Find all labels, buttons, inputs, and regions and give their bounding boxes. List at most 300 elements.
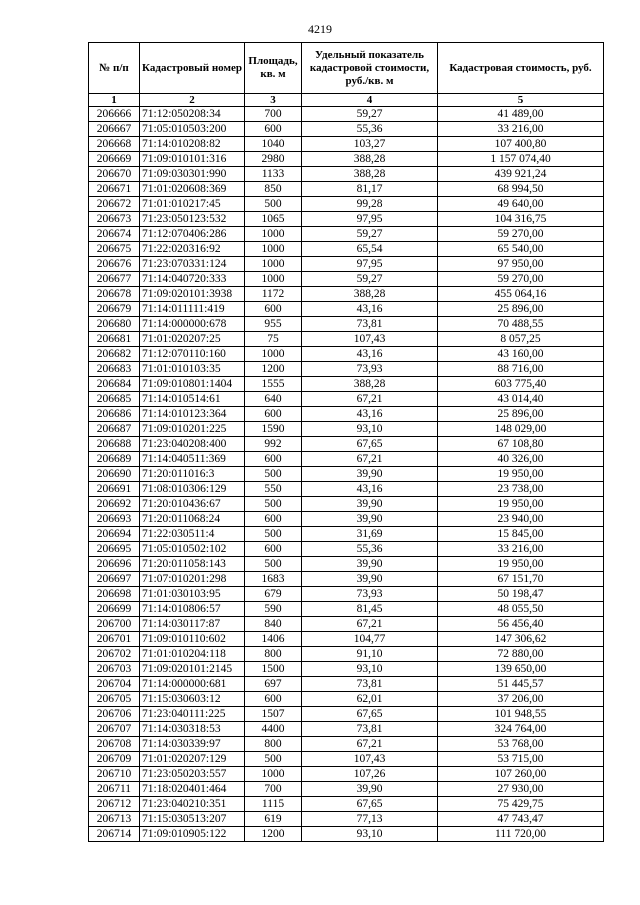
cadastral-number-cell: 71:14:011111:419 [140, 302, 245, 317]
cadastral-cost-cell: 603 775,40 [438, 377, 604, 392]
area-cell: 1115 [245, 797, 302, 812]
row-number-cell: 206696 [89, 557, 140, 572]
column-index: 2 [140, 94, 245, 107]
specific-value-cell: 31,69 [302, 527, 438, 542]
cadastral-cost-cell: 53 768,00 [438, 737, 604, 752]
specific-value-cell: 93,10 [302, 662, 438, 677]
cadastral-cost-cell: 59 270,00 [438, 272, 604, 287]
table-row [89, 317, 604, 332]
table-row [89, 452, 604, 467]
area-cell: 992 [245, 437, 302, 452]
cadastral-number-cell: 71:23:040111:225 [140, 707, 245, 722]
cadastral-cost-cell: 41 489,00 [438, 107, 604, 122]
row-number-cell: 206680 [89, 317, 140, 332]
specific-value-cell: 67,65 [302, 707, 438, 722]
header-cadastral-number: Кадастровый номер [140, 43, 245, 94]
area-cell: 600 [245, 542, 302, 557]
cadastral-cost-cell: 19 950,00 [438, 467, 604, 482]
specific-value-cell: 99,28 [302, 197, 438, 212]
specific-value-cell: 107,43 [302, 752, 438, 767]
cadastral-number-cell: 71:22:020316:92 [140, 242, 245, 257]
cadastral-number-cell: 71:01:010217:45 [140, 197, 245, 212]
cadastral-cost-cell: 27 930,00 [438, 782, 604, 797]
cadastral-number-cell: 71:01:030103:95 [140, 587, 245, 602]
table-row [89, 527, 604, 542]
table-row [89, 272, 604, 287]
table-row [89, 797, 604, 812]
column-index: 4 [302, 94, 438, 107]
area-cell: 500 [245, 497, 302, 512]
area-cell: 1000 [245, 257, 302, 272]
area-cell: 1500 [245, 662, 302, 677]
table-row [89, 287, 604, 302]
table-row [89, 152, 604, 167]
specific-value-cell: 73,81 [302, 722, 438, 737]
specific-value-cell: 59,27 [302, 107, 438, 122]
table-row [89, 377, 604, 392]
specific-value-cell: 67,21 [302, 617, 438, 632]
cadastral-cost-cell: 25 896,00 [438, 302, 604, 317]
cadastral-cost-cell: 111 720,00 [438, 827, 604, 842]
row-number-cell: 206700 [89, 617, 140, 632]
cadastral-cost-cell: 47 743,47 [438, 812, 604, 827]
specific-value-cell: 73,93 [302, 587, 438, 602]
cadastral-number-cell: 71:01:010103:35 [140, 362, 245, 377]
specific-value-cell: 67,21 [302, 452, 438, 467]
cadastral-cost-cell: 104 316,75 [438, 212, 604, 227]
row-number-cell: 206692 [89, 497, 140, 512]
area-cell: 800 [245, 737, 302, 752]
cadastral-cost-cell: 67 151,70 [438, 572, 604, 587]
cadastral-number-cell: 71:09:030301:990 [140, 167, 245, 182]
table-row [89, 257, 604, 272]
table-row [89, 677, 604, 692]
table-row [89, 767, 604, 782]
cadastral-cost-cell: 148 029,00 [438, 422, 604, 437]
area-cell: 600 [245, 452, 302, 467]
row-number-cell: 206691 [89, 482, 140, 497]
row-number-cell: 206694 [89, 527, 140, 542]
cadastral-number-cell: 71:14:010208:82 [140, 137, 245, 152]
cadastral-cost-cell: 23 738,00 [438, 482, 604, 497]
cadastral-number-cell: 71:01:020207:129 [140, 752, 245, 767]
cadastral-value-table [88, 42, 604, 842]
area-cell: 590 [245, 602, 302, 617]
cadastral-number-cell: 71:12:070110:160 [140, 347, 245, 362]
cadastral-number-cell: 71:14:010123:364 [140, 407, 245, 422]
area-cell: 679 [245, 587, 302, 602]
table-row [89, 137, 604, 152]
specific-value-cell: 107,26 [302, 767, 438, 782]
specific-value-cell: 388,28 [302, 152, 438, 167]
cadastral-cost-cell: 25 896,00 [438, 407, 604, 422]
specific-value-cell: 104,77 [302, 632, 438, 647]
cadastral-cost-cell: 43 014,40 [438, 392, 604, 407]
area-cell: 1590 [245, 422, 302, 437]
specific-value-cell: 77,13 [302, 812, 438, 827]
area-cell: 1172 [245, 287, 302, 302]
table-row [89, 347, 604, 362]
table-row [89, 812, 604, 827]
cadastral-number-cell: 71:14:040511:369 [140, 452, 245, 467]
cadastral-cost-cell: 101 948,55 [438, 707, 604, 722]
row-number-cell: 206695 [89, 542, 140, 557]
cadastral-cost-cell: 147 306,62 [438, 632, 604, 647]
table-row [89, 422, 604, 437]
row-number-cell: 206684 [89, 377, 140, 392]
row-number-cell: 206704 [89, 677, 140, 692]
row-number-cell: 206669 [89, 152, 140, 167]
cadastral-number-cell: 71:07:010201:298 [140, 572, 245, 587]
row-number-cell: 206685 [89, 392, 140, 407]
cadastral-cost-cell: 107 400,80 [438, 137, 604, 152]
row-number-cell: 206668 [89, 137, 140, 152]
cadastral-number-cell: 71:09:010110:602 [140, 632, 245, 647]
area-cell: 600 [245, 692, 302, 707]
cadastral-number-cell: 71:09:010201:225 [140, 422, 245, 437]
table-row [89, 722, 604, 737]
row-number-cell: 206707 [89, 722, 140, 737]
row-number-cell: 206703 [89, 662, 140, 677]
area-cell: 4400 [245, 722, 302, 737]
table-row [89, 572, 604, 587]
cadastral-number-cell: 71:14:000000:681 [140, 677, 245, 692]
column-index: 1 [89, 94, 140, 107]
cadastral-number-cell: 71:05:010502:102 [140, 542, 245, 557]
row-number-cell: 206709 [89, 752, 140, 767]
area-cell: 697 [245, 677, 302, 692]
specific-value-cell: 93,10 [302, 422, 438, 437]
cadastral-number-cell: 71:22:030511:4 [140, 527, 245, 542]
cadastral-number-cell: 71:09:020101:3938 [140, 287, 245, 302]
table-row [89, 467, 604, 482]
area-cell: 500 [245, 527, 302, 542]
table-row [89, 497, 604, 512]
cadastral-cost-cell: 59 270,00 [438, 227, 604, 242]
table-row [89, 632, 604, 647]
cadastral-number-cell: 71:01:020608:369 [140, 182, 245, 197]
cadastral-number-cell: 71:14:010514:61 [140, 392, 245, 407]
specific-value-cell: 73,93 [302, 362, 438, 377]
cadastral-cost-cell: 324 764,00 [438, 722, 604, 737]
cadastral-number-cell: 71:15:030603:12 [140, 692, 245, 707]
cadastral-number-cell: 71:20:011068:24 [140, 512, 245, 527]
header-area: Площадь, кв. м [245, 43, 302, 94]
row-number-cell: 206689 [89, 452, 140, 467]
row-number-cell: 206678 [89, 287, 140, 302]
specific-value-cell: 91,10 [302, 647, 438, 662]
area-cell: 1000 [245, 227, 302, 242]
cadastral-number-cell: 71:18:020401:464 [140, 782, 245, 797]
cadastral-number-cell: 71:23:050123:532 [140, 212, 245, 227]
cadastral-cost-cell: 139 650,00 [438, 662, 604, 677]
specific-value-cell: 43,16 [302, 407, 438, 422]
cadastral-number-cell: 71:23:050203:557 [140, 767, 245, 782]
table-row [89, 587, 604, 602]
cadastral-number-cell: 71:09:010905:122 [140, 827, 245, 842]
row-number-cell: 206670 [89, 167, 140, 182]
cadastral-cost-cell: 15 845,00 [438, 527, 604, 542]
specific-value-cell: 39,90 [302, 572, 438, 587]
specific-value-cell: 103,27 [302, 137, 438, 152]
area-cell: 1065 [245, 212, 302, 227]
cadastral-cost-cell: 50 198,47 [438, 587, 604, 602]
page-number: 4219 [308, 22, 332, 36]
table-row [89, 332, 604, 347]
cadastral-number-cell: 71:20:011058:143 [140, 557, 245, 572]
table-row [89, 737, 604, 752]
area-cell: 500 [245, 752, 302, 767]
area-cell: 1000 [245, 767, 302, 782]
row-number-cell: 206675 [89, 242, 140, 257]
area-cell: 1200 [245, 362, 302, 377]
table-row [89, 437, 604, 452]
table-row [89, 167, 604, 182]
cadastral-cost-cell: 33 216,00 [438, 542, 604, 557]
cadastral-number-cell: 71:12:070406:286 [140, 227, 245, 242]
table-row [89, 212, 604, 227]
cadastral-number-cell: 71:14:040720:333 [140, 272, 245, 287]
cadastral-number-cell: 71:23:070331:124 [140, 257, 245, 272]
cadastral-number-cell: 71:23:040208:400 [140, 437, 245, 452]
row-number-cell: 206679 [89, 302, 140, 317]
row-number-cell: 206666 [89, 107, 140, 122]
cadastral-cost-cell: 48 055,50 [438, 602, 604, 617]
row-number-cell: 206706 [89, 707, 140, 722]
cadastral-cost-cell: 56 456,40 [438, 617, 604, 632]
specific-value-cell: 81,17 [302, 182, 438, 197]
cadastral-number-cell: 71:14:030339:97 [140, 737, 245, 752]
header-row-number: № п/п [89, 43, 140, 94]
area-cell: 600 [245, 407, 302, 422]
area-cell: 500 [245, 467, 302, 482]
row-number-cell: 206686 [89, 407, 140, 422]
row-number-cell: 206672 [89, 197, 140, 212]
cadastral-cost-cell: 107 260,00 [438, 767, 604, 782]
row-number-cell: 206671 [89, 182, 140, 197]
cadastral-number-cell: 71:14:030117:87 [140, 617, 245, 632]
table-row [89, 782, 604, 797]
cadastral-number-cell: 71:12:050208:34 [140, 107, 245, 122]
area-cell: 800 [245, 647, 302, 662]
cadastral-cost-cell: 33 216,00 [438, 122, 604, 137]
specific-value-cell: 39,90 [302, 557, 438, 572]
table-row [89, 122, 604, 137]
specific-value-cell: 81,45 [302, 602, 438, 617]
table-row [89, 692, 604, 707]
specific-value-cell: 67,21 [302, 392, 438, 407]
specific-value-cell: 388,28 [302, 377, 438, 392]
cadastral-cost-cell: 97 950,00 [438, 257, 604, 272]
table-row [89, 197, 604, 212]
cadastral-cost-cell: 68 994,50 [438, 182, 604, 197]
cadastral-cost-cell: 70 488,55 [438, 317, 604, 332]
specific-value-cell: 388,28 [302, 287, 438, 302]
area-cell: 640 [245, 392, 302, 407]
table-row [89, 302, 604, 317]
cadastral-number-cell: 71:15:030513:207 [140, 812, 245, 827]
row-number-cell: 206674 [89, 227, 140, 242]
cadastral-number-cell: 71:20:010436:67 [140, 497, 245, 512]
row-number-cell: 206698 [89, 587, 140, 602]
area-cell: 840 [245, 617, 302, 632]
specific-value-cell: 55,36 [302, 542, 438, 557]
row-number-cell: 206713 [89, 812, 140, 827]
area-cell: 500 [245, 197, 302, 212]
table-row [89, 752, 604, 767]
cadastral-cost-cell: 40 326,00 [438, 452, 604, 467]
table-header-row [89, 43, 604, 94]
area-cell: 600 [245, 302, 302, 317]
cadastral-cost-cell: 19 950,00 [438, 557, 604, 572]
cadastral-cost-cell: 72 880,00 [438, 647, 604, 662]
specific-value-cell: 388,28 [302, 167, 438, 182]
row-number-cell: 206676 [89, 257, 140, 272]
cadastral-number-cell: 71:08:010306:129 [140, 482, 245, 497]
specific-value-cell: 65,54 [302, 242, 438, 257]
specific-value-cell: 43,16 [302, 347, 438, 362]
specific-value-cell: 43,16 [302, 482, 438, 497]
row-number-cell: 206673 [89, 212, 140, 227]
row-number-cell: 206711 [89, 782, 140, 797]
cadastral-cost-cell: 67 108,80 [438, 437, 604, 452]
specific-value-cell: 67,65 [302, 797, 438, 812]
cadastral-cost-cell: 23 940,00 [438, 512, 604, 527]
area-cell: 600 [245, 122, 302, 137]
table-row [89, 662, 604, 677]
area-cell: 1000 [245, 347, 302, 362]
area-cell: 1000 [245, 272, 302, 287]
table-row [89, 647, 604, 662]
table-row [89, 242, 604, 257]
column-index: 5 [438, 94, 604, 107]
area-cell: 75 [245, 332, 302, 347]
table-row [89, 107, 604, 122]
cadastral-cost-cell: 1 157 074,40 [438, 152, 604, 167]
cadastral-cost-cell: 75 429,75 [438, 797, 604, 812]
area-cell: 1683 [245, 572, 302, 587]
area-cell: 1000 [245, 242, 302, 257]
table-row [89, 362, 604, 377]
cadastral-number-cell: 71:14:010806:57 [140, 602, 245, 617]
row-number-cell: 206710 [89, 767, 140, 782]
table-row [89, 182, 604, 197]
specific-value-cell: 73,81 [302, 677, 438, 692]
row-number-cell: 206683 [89, 362, 140, 377]
specific-value-cell: 97,95 [302, 257, 438, 272]
row-number-cell: 206687 [89, 422, 140, 437]
cadastral-number-cell: 71:23:040210:351 [140, 797, 245, 812]
column-index-row [89, 94, 604, 107]
specific-value-cell: 39,90 [302, 512, 438, 527]
cadastral-number-cell: 71:09:020101:2145 [140, 662, 245, 677]
row-number-cell: 206677 [89, 272, 140, 287]
table-row [89, 512, 604, 527]
cadastral-cost-cell: 8 057,25 [438, 332, 604, 347]
row-number-cell: 206688 [89, 437, 140, 452]
area-cell: 700 [245, 107, 302, 122]
area-cell: 2980 [245, 152, 302, 167]
table-row [89, 392, 604, 407]
row-number-cell: 206705 [89, 692, 140, 707]
row-number-cell: 206712 [89, 797, 140, 812]
table-row [89, 617, 604, 632]
table-row [89, 557, 604, 572]
area-cell: 600 [245, 512, 302, 527]
area-cell: 1133 [245, 167, 302, 182]
cadastral-number-cell: 71:01:010204:118 [140, 647, 245, 662]
table-row [89, 542, 604, 557]
header-cadastral-cost: Кадастровая стоимость, руб. [438, 43, 604, 94]
specific-value-cell: 55,36 [302, 122, 438, 137]
table-row [89, 827, 604, 842]
row-number-cell: 206682 [89, 347, 140, 362]
specific-value-cell: 39,90 [302, 497, 438, 512]
cadastral-number-cell: 71:09:010801:1404 [140, 377, 245, 392]
specific-value-cell: 43,16 [302, 302, 438, 317]
specific-value-cell: 39,90 [302, 467, 438, 482]
header-specific-value: Удельный показатель кадастровой стоимости, руб./кв. м [302, 43, 438, 94]
specific-value-cell: 59,27 [302, 272, 438, 287]
row-number-cell: 206693 [89, 512, 140, 527]
row-number-cell: 206702 [89, 647, 140, 662]
area-cell: 1555 [245, 377, 302, 392]
table-row [89, 482, 604, 497]
row-number-cell: 206697 [89, 572, 140, 587]
cadastral-number-cell: 71:14:030318:53 [140, 722, 245, 737]
cadastral-cost-cell: 51 445,57 [438, 677, 604, 692]
row-number-cell: 206708 [89, 737, 140, 752]
cadastral-number-cell: 71:09:010101:316 [140, 152, 245, 167]
area-cell: 1406 [245, 632, 302, 647]
specific-value-cell: 107,43 [302, 332, 438, 347]
cadastral-cost-cell: 19 950,00 [438, 497, 604, 512]
specific-value-cell: 93,10 [302, 827, 438, 842]
table-row [89, 227, 604, 242]
specific-value-cell: 67,21 [302, 737, 438, 752]
area-cell: 700 [245, 782, 302, 797]
row-number-cell: 206699 [89, 602, 140, 617]
table-row [89, 602, 604, 617]
specific-value-cell: 67,65 [302, 437, 438, 452]
specific-value-cell: 59,27 [302, 227, 438, 242]
table-row [89, 407, 604, 422]
specific-value-cell: 97,95 [302, 212, 438, 227]
area-cell: 1040 [245, 137, 302, 152]
cadastral-cost-cell: 37 206,00 [438, 692, 604, 707]
table-row [89, 707, 604, 722]
row-number-cell: 206681 [89, 332, 140, 347]
cadastral-cost-cell: 439 921,24 [438, 167, 604, 182]
cadastral-cost-cell: 65 540,00 [438, 242, 604, 257]
cadastral-cost-cell: 43 160,00 [438, 347, 604, 362]
row-number-cell: 206701 [89, 632, 140, 647]
column-index: 3 [245, 94, 302, 107]
cadastral-cost-cell: 49 640,00 [438, 197, 604, 212]
row-number-cell: 206714 [89, 827, 140, 842]
area-cell: 1507 [245, 707, 302, 722]
area-cell: 500 [245, 557, 302, 572]
area-cell: 550 [245, 482, 302, 497]
cadastral-cost-cell: 455 064,16 [438, 287, 604, 302]
area-cell: 955 [245, 317, 302, 332]
table-body [89, 107, 604, 842]
cadastral-cost-cell: 53 715,00 [438, 752, 604, 767]
cadastral-number-cell: 71:01:020207:25 [140, 332, 245, 347]
cadastral-number-cell: 71:05:010503:200 [140, 122, 245, 137]
cadastral-number-cell: 71:20:011016:3 [140, 467, 245, 482]
row-number-cell: 206667 [89, 122, 140, 137]
